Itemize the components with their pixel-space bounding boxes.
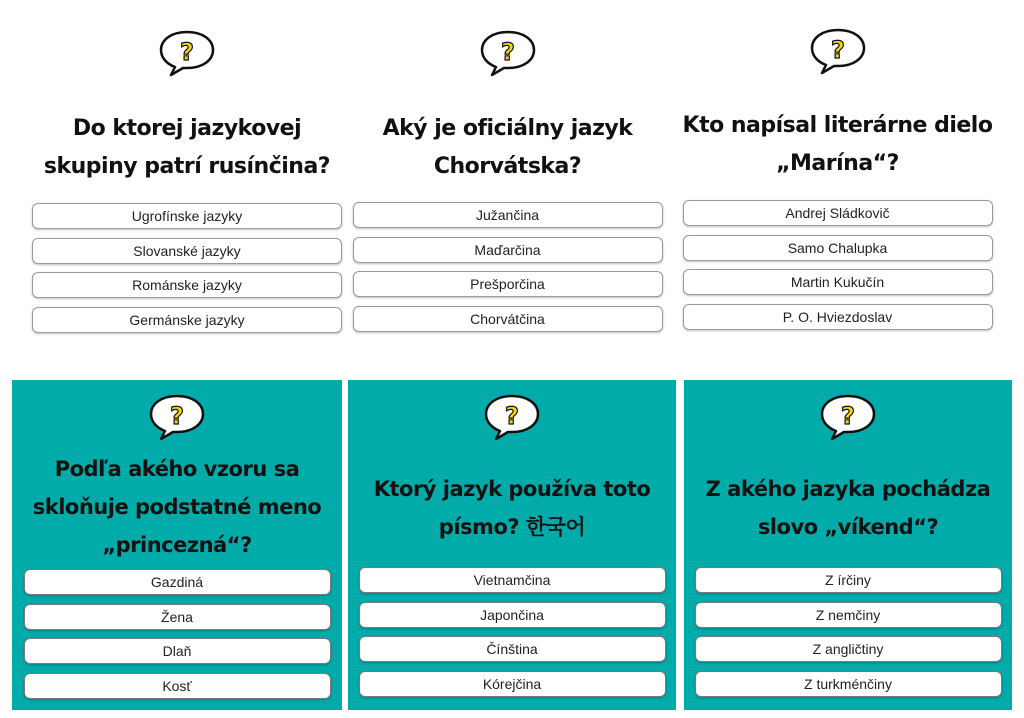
answer-list [22,203,352,341]
question-line: Podľa akého vzoru sa [54,457,300,481]
quiz-card-marina [675,18,1000,358]
question-line: Z akého jazyka pochádza [705,477,991,501]
answer-button[interactable]: Germánske jazyky [32,307,342,333]
question-bubble-icon [157,28,217,78]
answer-button[interactable]: Južančina [353,202,663,228]
answer-button[interactable]: Japončina [359,602,666,628]
question-bubble-icon [808,26,868,76]
answer-button[interactable]: Vietnamčina [359,567,666,593]
answer-button[interactable]: P. O. Hviezdoslav [683,304,993,330]
answer-button[interactable]: Z nemčiny [695,602,1002,628]
question-text [22,110,352,186]
svg-text:?: ? [500,38,515,66]
question-line: Do ktorej jazykovej [72,116,302,141]
question-bubble [147,392,207,442]
question-bubble [482,392,542,442]
answer-button[interactable]: Kórejčina [359,671,666,697]
question-text [12,450,342,564]
answer-button[interactable]: Kosť [24,673,331,699]
answer-button[interactable]: Ugrofínske jazyky [32,203,342,229]
answer-list [345,202,670,340]
answer-button[interactable]: Martin Kukučín [683,269,993,295]
answer-button[interactable]: Gazdiná [24,569,331,595]
svg-text:?: ? [830,36,845,64]
question-bubble [818,392,878,442]
question-bubble [478,28,538,78]
answer-button[interactable]: Čínština [359,636,666,662]
answer-button[interactable]: Z turkménčiny [695,671,1002,697]
question-line: Ktorý jazyk používa toto [373,477,651,501]
answer-list [348,567,676,705]
quiz-card-pismo [348,380,676,710]
answer-button[interactable]: Románske jazyky [32,272,342,298]
answer-button[interactable]: Samo Chalupka [683,235,993,261]
question-bubble [808,26,868,76]
quiz-card-rusincina [22,18,352,358]
answer-button[interactable]: Dlaň [24,638,331,664]
svg-text:?: ? [841,402,855,430]
question-bubble-icon [478,28,538,78]
answer-button[interactable]: Z angličtiny [695,636,1002,662]
question-text [684,470,1012,546]
answer-button[interactable]: Prešporčina [353,271,663,297]
question-line: „Marína“? [776,151,899,176]
question-text [348,470,676,546]
answer-button[interactable]: Žena [24,604,331,630]
quiz-card-vikend [684,380,1012,710]
quiz-card-princezna [12,380,342,710]
question-line: Kto napísal literárne dielo [682,113,993,138]
answer-list [684,567,1012,705]
question-line: Chorvátska? [433,154,582,179]
answer-button[interactable]: Z írčiny [695,567,1002,593]
question-text [675,107,1000,183]
question-line: písmo? 한국어 [438,515,586,539]
answer-button[interactable]: Andrej Sládkovič [683,200,993,226]
answer-list [12,569,342,707]
question-line: Aký je oficiálny jazyk [382,116,633,141]
question-bubble-icon [482,392,542,442]
question-text [345,110,670,186]
svg-text:?: ? [180,38,194,66]
svg-text:?: ? [505,402,519,430]
question-line: skloňuje podstatné meno [32,495,322,519]
question-line: „princezná“? [102,533,252,557]
answer-button[interactable]: Chorvátčina [353,306,663,332]
question-bubble [157,28,217,78]
question-bubble-icon [818,392,878,442]
question-line: slovo „víkend“? [757,515,939,539]
quiz-card-chorvatsko [345,18,670,358]
question-line: skupiny patrí rusínčina? [43,154,331,179]
question-bubble-icon [147,392,207,442]
answer-button[interactable]: Maďarčina [353,237,663,263]
svg-text:?: ? [170,402,184,430]
answer-list [675,200,1000,338]
answer-button[interactable]: Slovanské jazyky [32,238,342,264]
